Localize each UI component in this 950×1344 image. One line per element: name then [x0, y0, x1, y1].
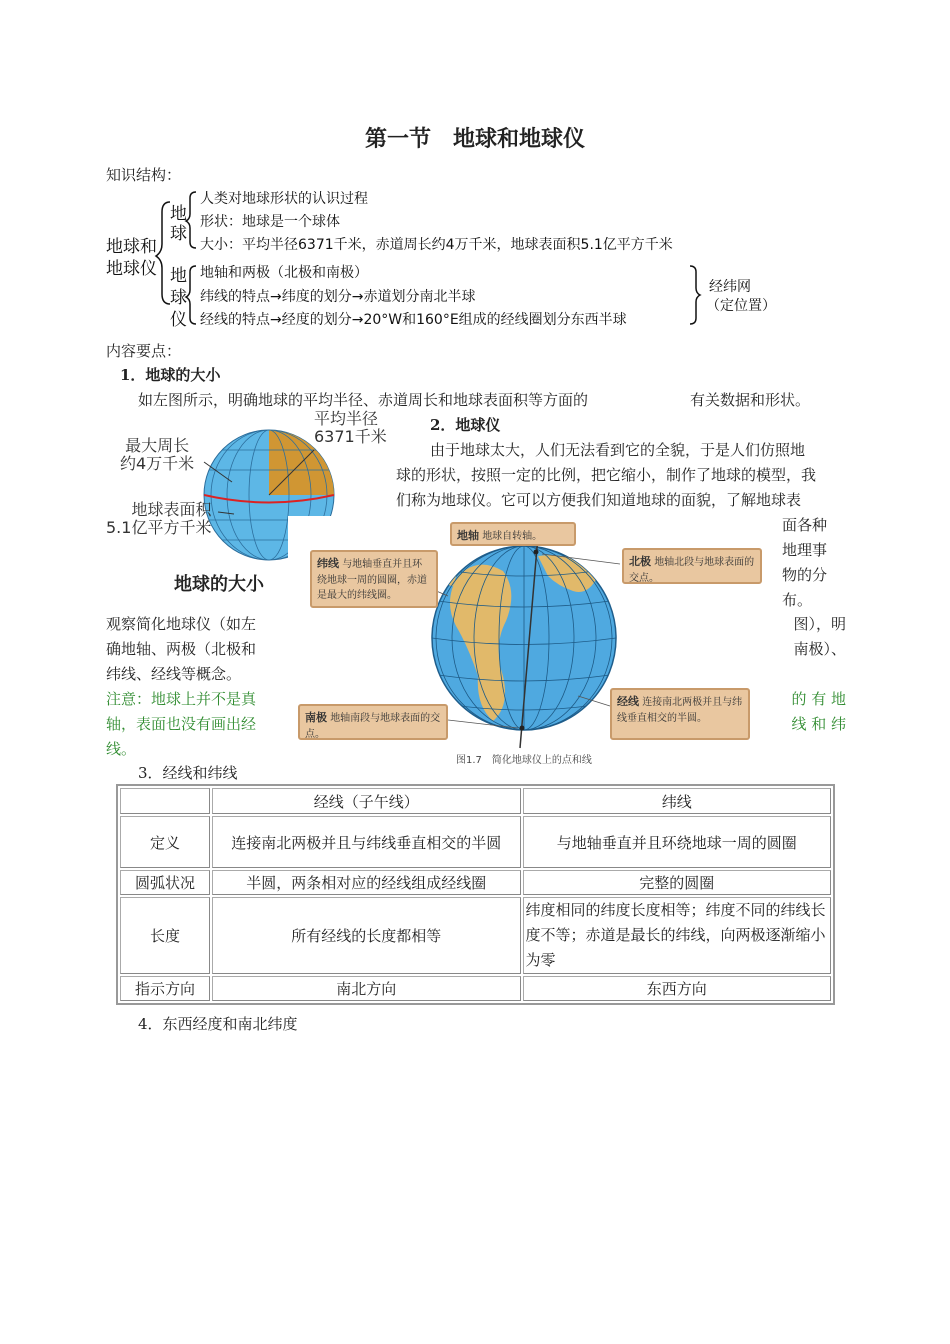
area-label: 地球表面积 5.1亿平方千米 [106, 500, 212, 537]
comparison-table [116, 784, 835, 1005]
list-item: 形状：地球是一个球体 [200, 214, 340, 230]
section-2-text-right: 面各种 地理事 物的分 布。 [782, 516, 828, 609]
earth-branch-label: 地 球 [170, 204, 187, 244]
section-2-title: 2．地球仪 [430, 416, 501, 434]
callout-dizhou: 地轴 地球自转轴。 [450, 522, 576, 546]
table-cell: 指示方向 [120, 976, 210, 1001]
section-1-text-a: 如左图所示，明确地球的平均半径、赤道周长和地球表面积等方面的 [138, 391, 589, 409]
table-header-cell: 纬线 [523, 788, 831, 814]
callout-beiji: 北极 地轴北段与地球表面的交点。 [622, 548, 762, 584]
table-cell: 连接南北两极并且与纬线垂直相交的半圆 [212, 816, 520, 868]
table-cell: 定义 [120, 816, 210, 868]
table-cell: 长度 [120, 897, 210, 974]
grid-note: 经纬网 （定位置） [706, 279, 776, 314]
callout-jingxian: 经线 连接南北两极并且与纬线垂直相交的半圆。 [610, 688, 750, 740]
table-header-cell: 经线（子午线） [212, 788, 520, 814]
figure-caption: 地球的大小 [174, 574, 264, 595]
table-row [120, 897, 831, 974]
structure-heading: 知识结构： [106, 166, 182, 184]
observe-text-right: 图），明 南极）、 [793, 615, 846, 658]
globe-branch-items [200, 262, 627, 333]
note-text-right: 的 有 地 线 和 纬 [791, 690, 846, 733]
section-1-text-b: 有关数据和形状。 [690, 391, 811, 409]
table-cell: 纬度相同的纬度长度相等；纬度不同的纬线长度不等；赤道是最长的纬线，向两极逐渐缩小为零 [523, 897, 831, 974]
section-1-title: 1．地球的大小 [120, 366, 221, 384]
callout-weixian: 纬线 与地轴垂直并且环绕地球一周的圆圈，赤道是最大的纬线圈。 [310, 550, 438, 608]
table-cell: 与地轴垂直并且环绕地球一周的圆圈 [523, 816, 831, 868]
section-4-title: 4．东西经度和南北纬度 [138, 1015, 298, 1033]
radius-label: 平均半径 6371千米 [314, 409, 387, 446]
page-title: 第一节 地球和地球仪 [364, 127, 585, 152]
table-row [120, 816, 831, 868]
globe-branch-label: 地 球 仪 [170, 266, 187, 330]
simplified-globe-figure [288, 516, 780, 770]
table-header-cell [120, 788, 210, 814]
table-cell: 完整的圆圈 [523, 870, 831, 895]
table-cell: 半圆，两条相对应的经线组成经线圈 [212, 870, 520, 895]
table-header-row [120, 788, 831, 814]
list-item: 地轴和两极（北极和南极） [200, 265, 368, 281]
structure-root: 地球和 地球仪 [106, 237, 157, 279]
table-row [120, 976, 831, 1001]
section-2-text: 由于地球太大，人们无法看到它的全貌，于是人们仿照地 球的形状，按照一定的比例，把它缩小，制作了地球的模型，我 们称为地球仪。它可以方便我们知道地球的面貌，了解地球表 [396, 441, 817, 509]
observe-text-left: 观察简化地球仪（如左 确地轴、两极（北极和 纬线、经线等概念。 [106, 615, 257, 683]
section-3-title: 3．经线和纬线 [138, 764, 238, 782]
table-row [120, 870, 831, 895]
table-cell: 圆弧状况 [120, 870, 210, 895]
list-item: 大小：平均半径6371千米，赤道周长约4万千米，地球表面积5.1亿平方千米 [200, 237, 673, 253]
content-heading: 内容要点： [106, 342, 182, 360]
table-cell: 南北方向 [212, 976, 520, 1001]
table-cell: 东西方向 [523, 976, 831, 1001]
list-item: 人类对地球形状的认识过程 [200, 191, 368, 207]
list-item: 经线的特点→经度的划分→20°W和160°E组成的经线圈划分东西半球 [200, 312, 627, 328]
earth-branch-items [200, 188, 673, 257]
note-text-left: 注意：地球上并不是真 轴，表面也没有画出经 线。 [106, 690, 257, 758]
callout-nanji: 南极 地轴南段与地球表面的交点。 [298, 704, 448, 740]
globe-caption: 图1.7 简化地球仪上的点和线 [456, 755, 592, 766]
circumference-label: 最大周长 约4万千米 [120, 436, 195, 473]
table-cell: 所有经线的长度都相等 [212, 897, 520, 974]
list-item: 纬线的特点→纬度的划分→赤道划分南北半球 [200, 288, 476, 305]
